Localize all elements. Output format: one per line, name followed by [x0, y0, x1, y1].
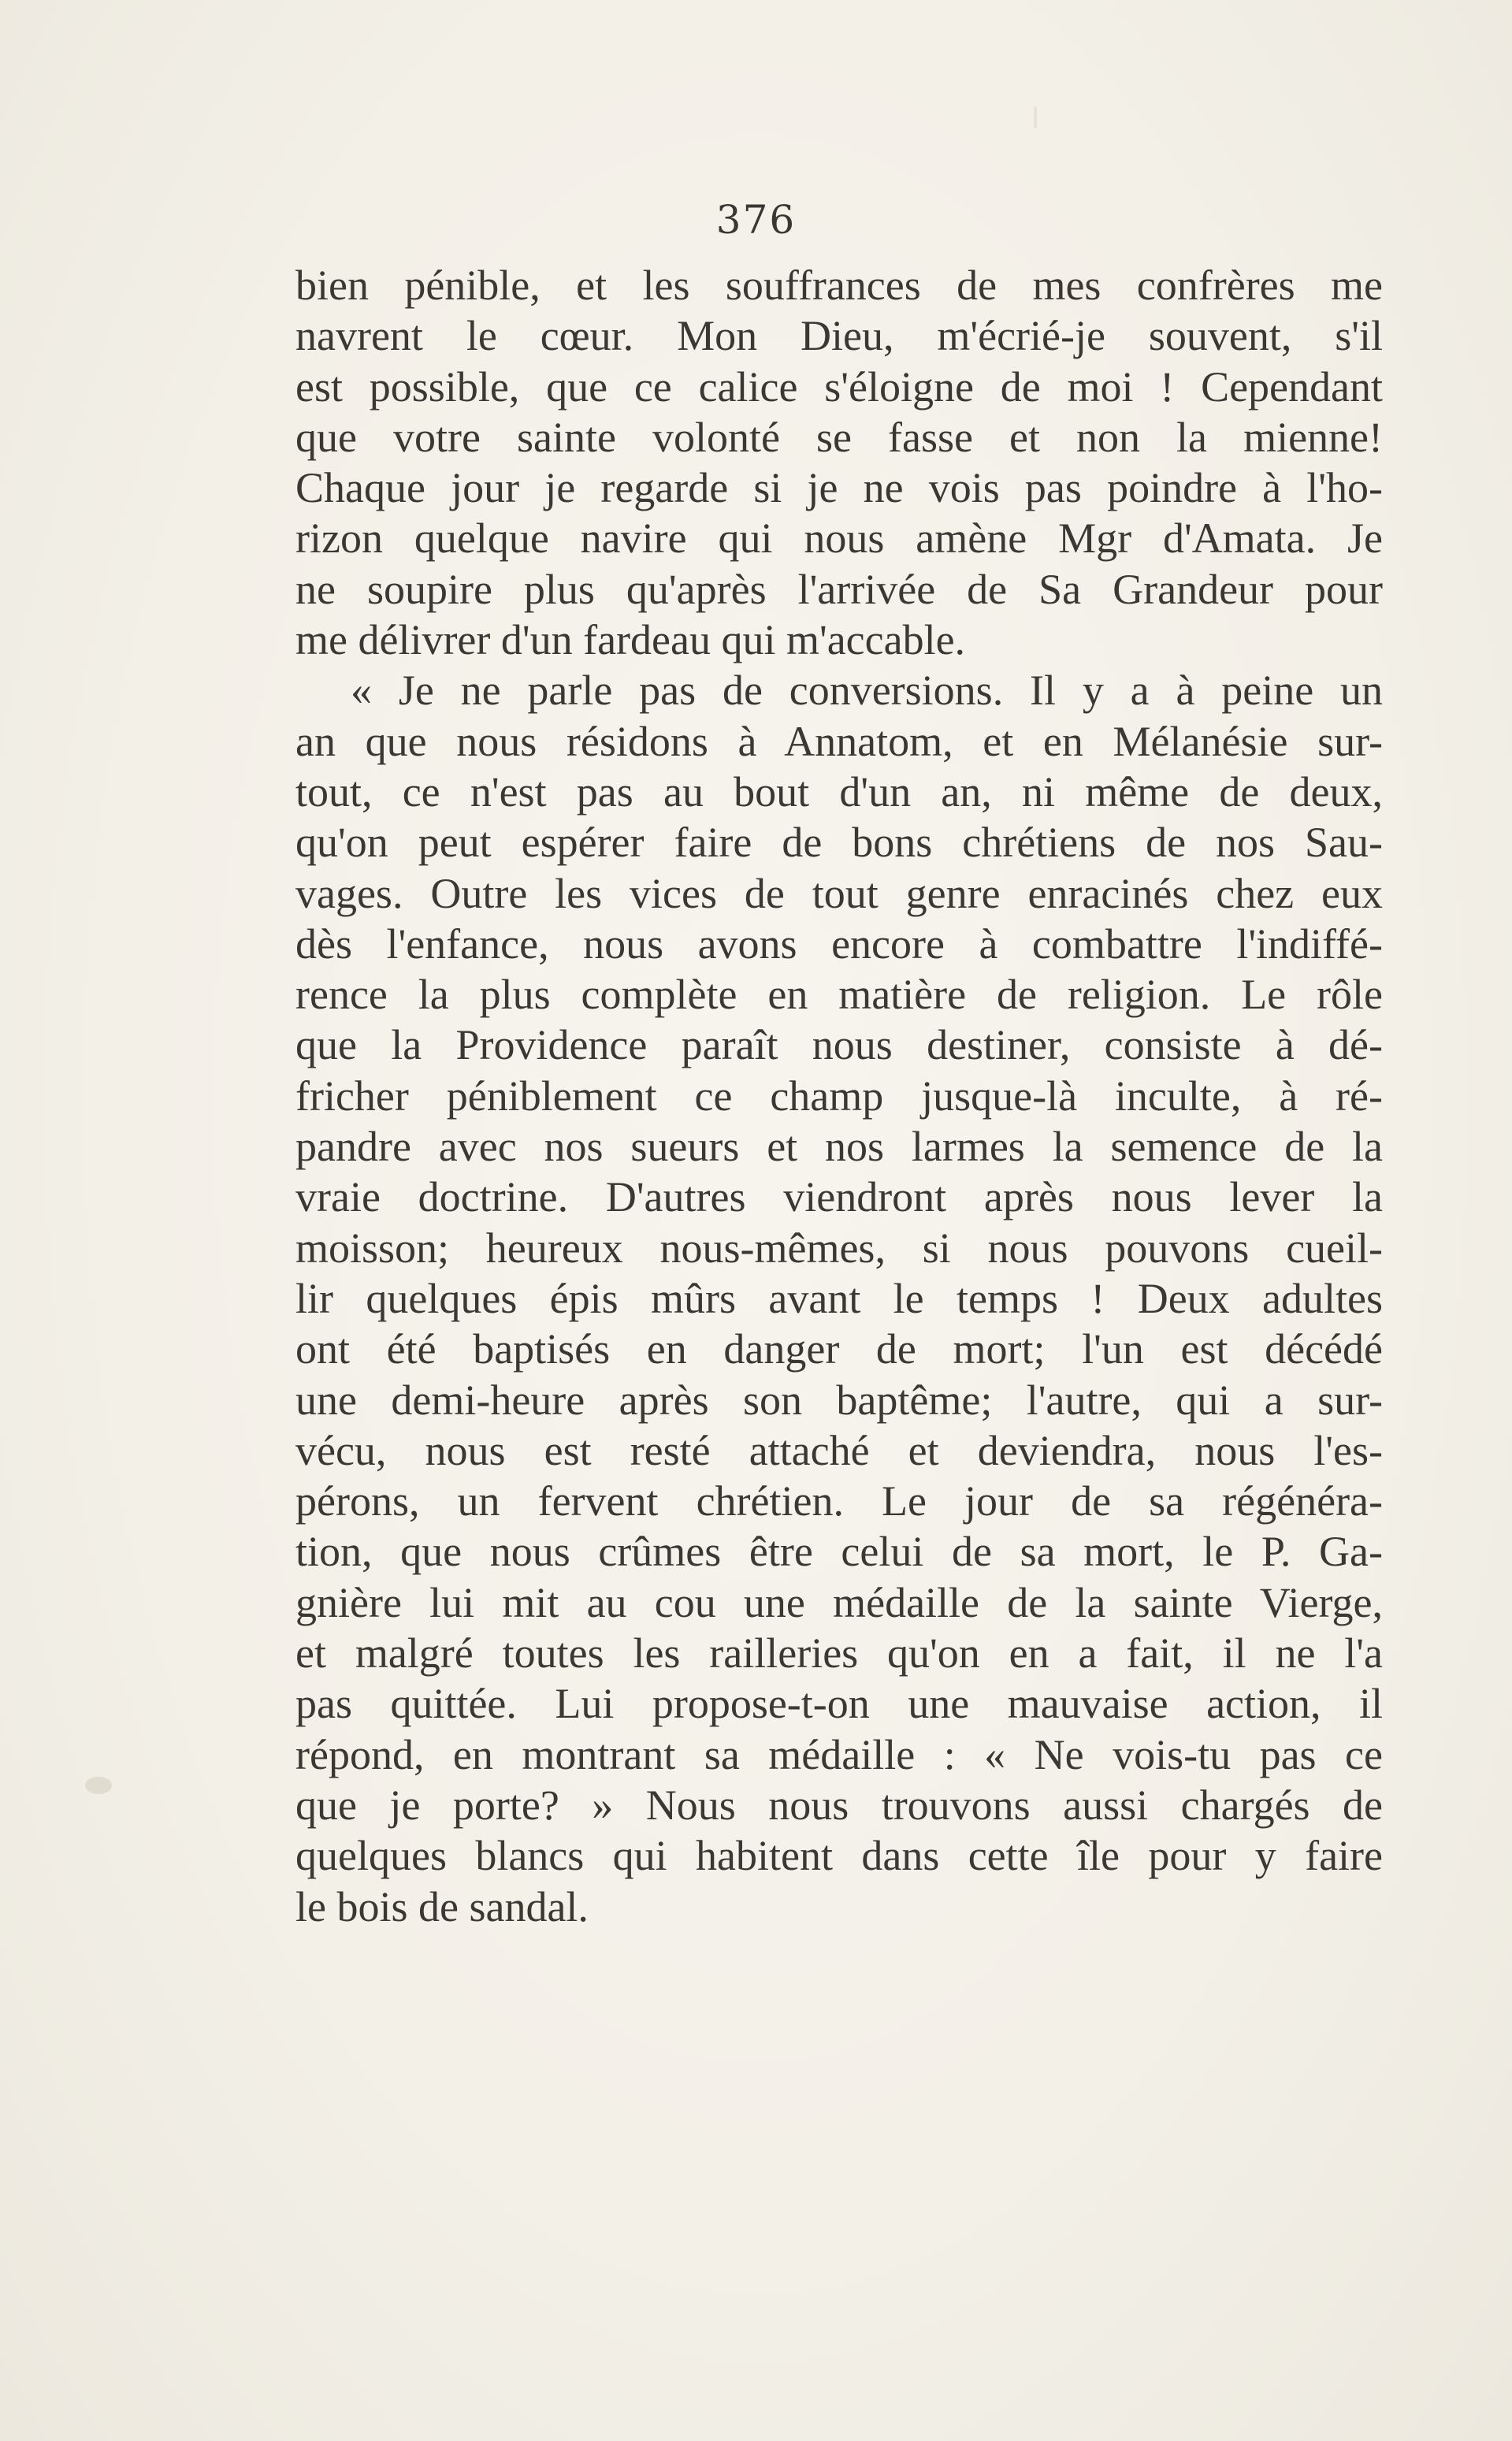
text-line: vages. Outre les vices de tout genre enracinés chez eux	[295, 869, 1383, 917]
text-line: que votre sainte volonté se fasse et non la mienne!	[295, 413, 1383, 461]
text-line: vécu, nous est resté attaché et deviendra, nous l'es-	[295, 1426, 1383, 1474]
text-line: fricher péniblement ce champ jusque-là inculte, à ré-	[295, 1072, 1383, 1120]
text-line: dès l'enfance, nous avons encore à combattre l'indiffé-	[295, 920, 1383, 968]
text-line: rizon quelque navire qui nous amène Mgr d'Amata. Je	[295, 515, 1383, 563]
text-line: Chaque jour je regarde si je ne vois pas poindre à l'ho-	[295, 464, 1383, 512]
text-line: tion, que nous crûmes être celui de sa mort, le P. Ga-	[295, 1528, 1383, 1576]
body-text	[295, 260, 1383, 1932]
text-line: navrent le cœur. Mon Dieu, m'écrié-je souvent, s'il	[295, 312, 1383, 360]
text-line: pérons, un fervent chrétien. Le jour de sa régénéra-	[295, 1477, 1383, 1525]
text-line: vraie doctrine. D'autres viendront après nous lever la	[295, 1173, 1383, 1221]
text-line: pas quittée. Lui propose-t-on une mauvaise action, il	[295, 1680, 1383, 1728]
text-line: rence la plus complète en matière de religion. Le rôle	[295, 971, 1383, 1019]
page-number: 376	[715, 197, 797, 243]
text-line: lir quelques épis mûrs avant le temps ! Deux adultes	[295, 1274, 1383, 1322]
text-line: qu'on peut espérer faire de bons chrétiens de nos Sau-	[295, 819, 1383, 867]
text-line: que la Providence paraît nous destiner, consiste à dé-	[295, 1021, 1383, 1069]
paper-stain	[1034, 106, 1037, 128]
text-line: ont été baptisés en danger de mort; l'un est décédé	[295, 1325, 1383, 1373]
text-line: « Je ne parle pas de conversions. Il y a à peine un	[351, 667, 1383, 715]
text-line: bien pénible, et les souffrances de mes confrères me	[295, 262, 1383, 309]
text-line: et malgré toutes les railleries qu'on en a fait, il ne l'a	[295, 1629, 1383, 1677]
paper-stain	[85, 1777, 112, 1794]
text-line: pandre avec nos sueurs et nos larmes la semence de la	[295, 1123, 1383, 1171]
text-line: le bois de sandal.	[295, 1882, 589, 1930]
text-line: tout, ce n'est pas au bout d'un an, ni même de deux,	[295, 767, 1383, 816]
text-line: une demi-heure après son baptême; l'autre, qui a sur-	[295, 1376, 1383, 1424]
text-line: moisson; heureux nous-mêmes, si nous pouvons cueil-	[295, 1224, 1383, 1272]
text-line: gnière lui mit au cou une médaille de la sainte Vierge,	[295, 1578, 1383, 1626]
text-line: me délivrer d'un fardeau qui m'accable.	[295, 616, 966, 664]
text-line: an que nous résidons à Annatom, et en Mélanésie sur-	[295, 717, 1383, 765]
text-line: quelques blancs qui habitent dans cette île pour y faire	[295, 1832, 1383, 1880]
text-line: est possible, que ce calice s'éloigne de moi ! Cependant	[295, 362, 1383, 411]
text-line: que je porte? » Nous nous trouvons aussi chargés de	[295, 1781, 1383, 1829]
text-line: ne soupire plus qu'après l'arrivée de Sa Grandeur pour	[295, 565, 1383, 613]
text-line: répond, en montrant sa médaille : « Ne vois-tu pas ce	[295, 1730, 1383, 1778]
